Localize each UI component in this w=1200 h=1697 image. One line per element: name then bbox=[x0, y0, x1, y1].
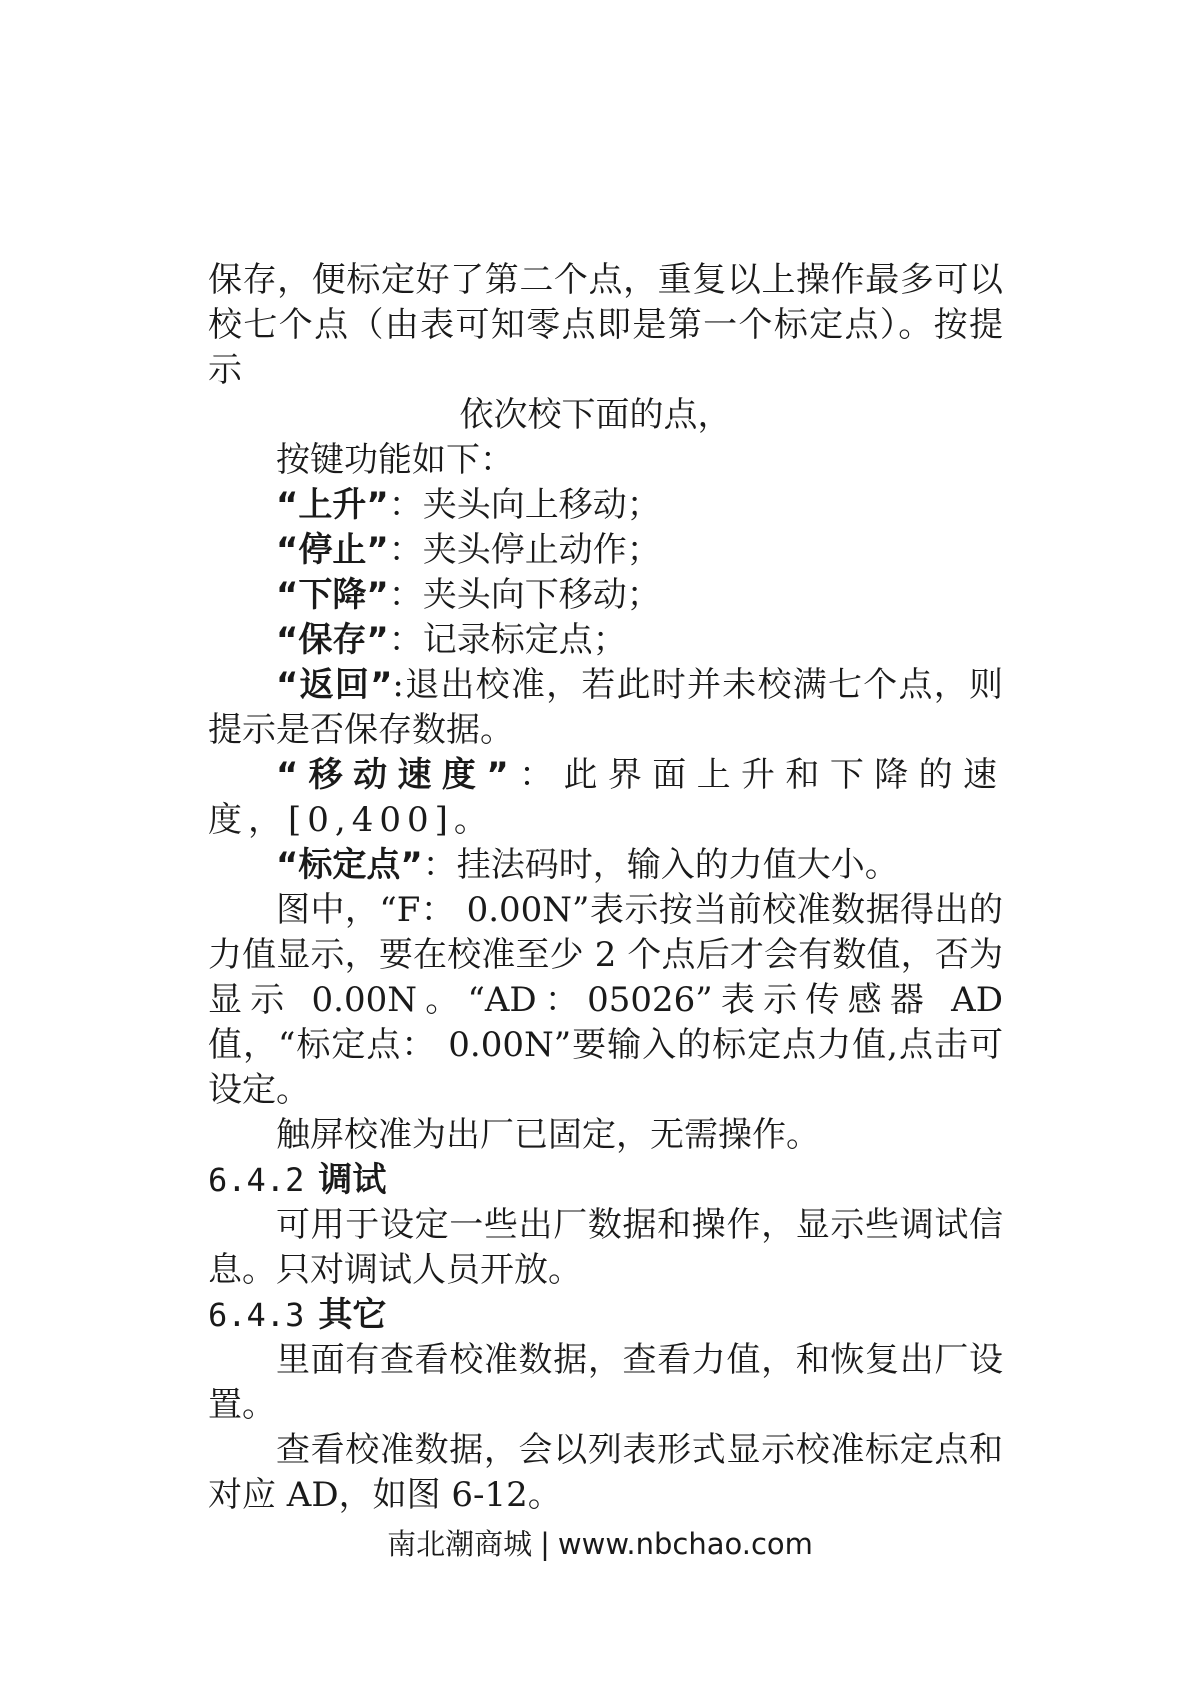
key-item-up bbox=[208, 483, 1003, 528]
paragraph-view-calib-data: 查看校准数据，会以列表形式显示校准标定点和对应 AD，如图 6-12。 bbox=[208, 1430, 1003, 1515]
key-desc-calib-point: ：挂法码时，输入的力值大小。 bbox=[422, 845, 899, 885]
key-desc-return: :退出校准，若此时并未校满七个点，则提示是否保存数据。 bbox=[208, 665, 1003, 750]
paragraph-calibrate-next: 依次校下面的点， bbox=[459, 395, 732, 435]
footer-url[interactable]: www.nbchao.com bbox=[557, 1527, 813, 1561]
key-desc-stop: ：夹头停止动作； bbox=[388, 530, 661, 570]
key-item-save bbox=[208, 618, 1003, 663]
section-number: 6.4.2 bbox=[208, 1161, 305, 1199]
key-desc-save: ：记录标定点； bbox=[388, 620, 627, 660]
key-label-return: “返回” bbox=[276, 665, 393, 705]
paragraph-figure-description: 图中，“F： 0.00N”表示按当前校准数据得出的力值显示，要在校准至少 2 个点后才会有数值，否为显示 0.00N。“AD：05026”表示传感器 AD 值，“标定点： 0.00N”要输入的标定点力值,点击可设定。 bbox=[208, 890, 1003, 1110]
key-label-down: “下降” bbox=[276, 575, 389, 615]
section-title: 其它 bbox=[318, 1295, 387, 1335]
document-body bbox=[208, 258, 1003, 1518]
key-item-stop bbox=[208, 528, 1003, 573]
key-item-return bbox=[208, 663, 1003, 753]
key-desc-up: ：夹头向上移动； bbox=[388, 485, 661, 525]
paragraph-save-second-point: 保存，便标定好了第二个点，重复以上操作最多可以校七个点（由表可知零点即是第一个标定点）。按提示 bbox=[208, 260, 1003, 390]
key-label-save: “保存” bbox=[276, 620, 389, 660]
key-item-down bbox=[208, 573, 1003, 618]
footer-separator: | bbox=[540, 1527, 550, 1561]
paragraph-other-body: 里面有查看校准数据，查看力值，和恢复出厂设置。 bbox=[208, 1340, 1003, 1425]
key-label-up: “上升” bbox=[276, 485, 389, 525]
key-label-calib-point: “标定点” bbox=[276, 845, 423, 885]
section-heading-other bbox=[208, 1293, 1003, 1338]
section-number: 6.4.3 bbox=[208, 1296, 305, 1334]
paragraph-touch-calibration: 触屏校准为出厂已固定，无需操作。 bbox=[276, 1115, 820, 1155]
key-label-stop: “停止” bbox=[276, 530, 389, 570]
key-desc-down: ：夹头向下移动； bbox=[388, 575, 661, 615]
section-heading-debug bbox=[208, 1158, 1003, 1203]
keys-intro: 按键功能如下： bbox=[276, 440, 514, 480]
footer-brand: 南北潮商城 bbox=[387, 1527, 533, 1561]
key-desc-speed: ：此界面上升和下降的速度，[0,400]。 bbox=[208, 755, 1004, 840]
footer-watermark bbox=[0, 1522, 1200, 1563]
section-title: 调试 bbox=[318, 1160, 387, 1200]
key-label-speed: “移动速度” bbox=[276, 755, 515, 795]
paragraph-debug-body: 可用于设定一些出厂数据和操作，显示些调试信息。只对调试人员开放。 bbox=[208, 1205, 1003, 1290]
key-item-calib-point bbox=[208, 843, 1003, 888]
key-item-speed bbox=[208, 753, 1003, 843]
